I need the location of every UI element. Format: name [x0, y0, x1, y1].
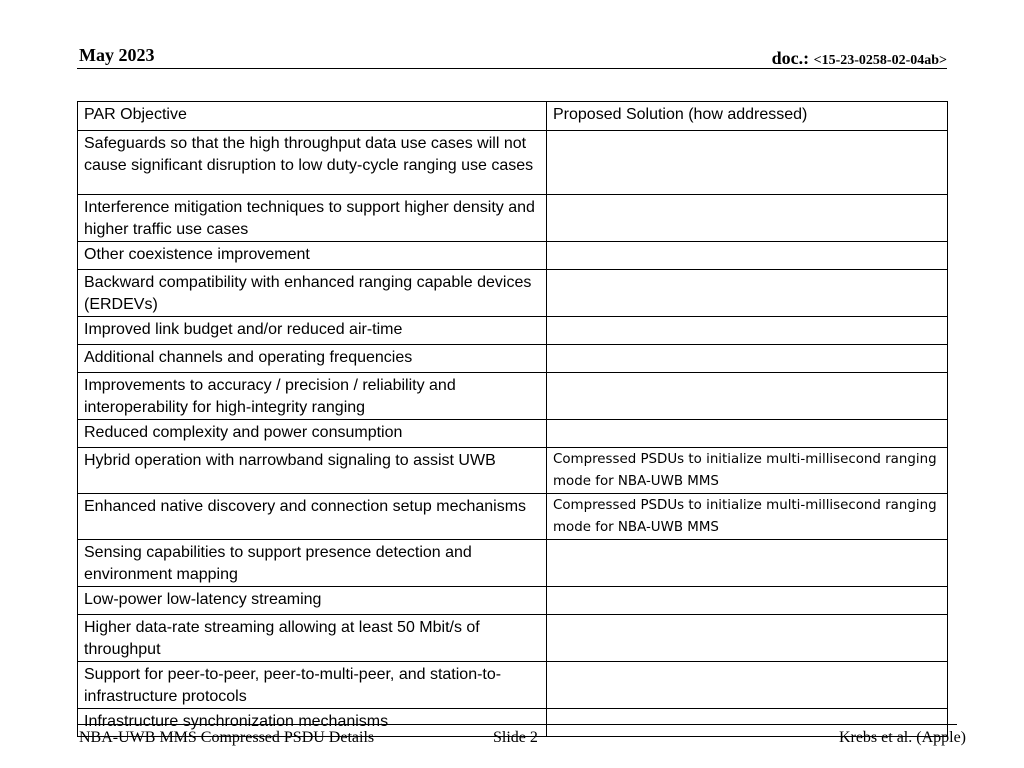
objective-cell: Hybrid operation with narrowband signaling to assist UWB	[78, 448, 547, 494]
header-cell-solution: Proposed Solution (how addressed)	[547, 102, 948, 131]
solution-cell: Compressed PSDUs to initialize multi-millisecond ranging mode for NBA-UWB MMS	[547, 494, 948, 540]
solution-cell	[547, 662, 948, 709]
objective-cell: Enhanced native discovery and connection setup mechanisms	[78, 494, 547, 540]
table-row	[78, 373, 948, 420]
header-doc-number: <15-23-0258-02-04ab>	[813, 53, 947, 68]
solution-cell	[547, 373, 948, 420]
solution-cell: Compressed PSDUs to initialize multi-millisecond ranging mode for NBA-UWB MMS	[547, 448, 948, 494]
table-row	[78, 270, 948, 317]
solution-cell	[547, 131, 948, 195]
table-row	[78, 131, 948, 195]
table-row	[78, 420, 948, 448]
solution-cell	[547, 420, 948, 448]
table-row	[78, 540, 948, 587]
footer-author: Krebs et al. (Apple)	[838, 729, 966, 746]
objective-cell: Other coexistence improvement	[78, 242, 547, 270]
table-row	[78, 615, 948, 662]
solution-cell	[547, 317, 948, 345]
header-cell-objective: PAR Objective	[78, 102, 547, 131]
objective-cell: Support for peer-to-peer, peer-to-multi-peer, and station-to-infrastructure protocols	[78, 662, 547, 709]
par-objectives-table	[77, 101, 948, 737]
solution-cell	[547, 540, 948, 587]
footer-slide-number: Slide 2	[493, 729, 538, 746]
objective-cell: Higher data-rate streaming allowing at least 50 Mbit/s of throughput	[78, 615, 547, 662]
objective-cell: Improved link budget and/or reduced air-time	[78, 317, 547, 345]
solution-cell	[547, 587, 948, 615]
objective-cell: Backward compatibility with enhanced ranging capable devices (ERDEVs)	[78, 270, 547, 317]
solution-cell	[547, 345, 948, 373]
objective-cell: Additional channels and operating frequencies	[78, 345, 547, 373]
table-row	[78, 662, 948, 709]
table-row	[78, 242, 948, 270]
solution-cell	[547, 242, 948, 270]
table-row	[78, 494, 948, 540]
table-header-row	[78, 102, 948, 131]
objective-cell: Low-power low-latency streaming	[78, 587, 547, 615]
table-row	[78, 345, 948, 373]
table-row	[78, 195, 948, 242]
objective-cell: Infrastructure synchronization mechanisms	[78, 709, 547, 737]
objective-cell: Interference mitigation techniques to support higher density and higher traffic use cases	[78, 195, 547, 242]
table-row	[78, 448, 948, 494]
header-divider	[77, 68, 947, 69]
table-row	[78, 587, 948, 615]
solution-cell	[547, 270, 948, 317]
footer-title: NBA-UWB MMS Compressed PSDU Details	[79, 729, 375, 746]
header-date: May 2023	[79, 45, 155, 65]
footer-divider	[77, 724, 957, 725]
objective-cell: Reduced complexity and power consumption	[78, 420, 547, 448]
table-row	[78, 317, 948, 345]
solution-cell	[547, 195, 948, 242]
objective-cell: Sensing capabilities to support presence detection and environment mapping	[78, 540, 547, 587]
header-doc-prefix: doc.:	[771, 48, 814, 68]
solution-cell	[547, 615, 948, 662]
objective-cell: Improvements to accuracy / precision / reliability and interoperability for high-integrity ranging	[78, 373, 547, 420]
objective-cell: Safeguards so that the high throughput data use cases will not cause significant disruption to low duty-cycle ranging use cases	[78, 131, 547, 195]
